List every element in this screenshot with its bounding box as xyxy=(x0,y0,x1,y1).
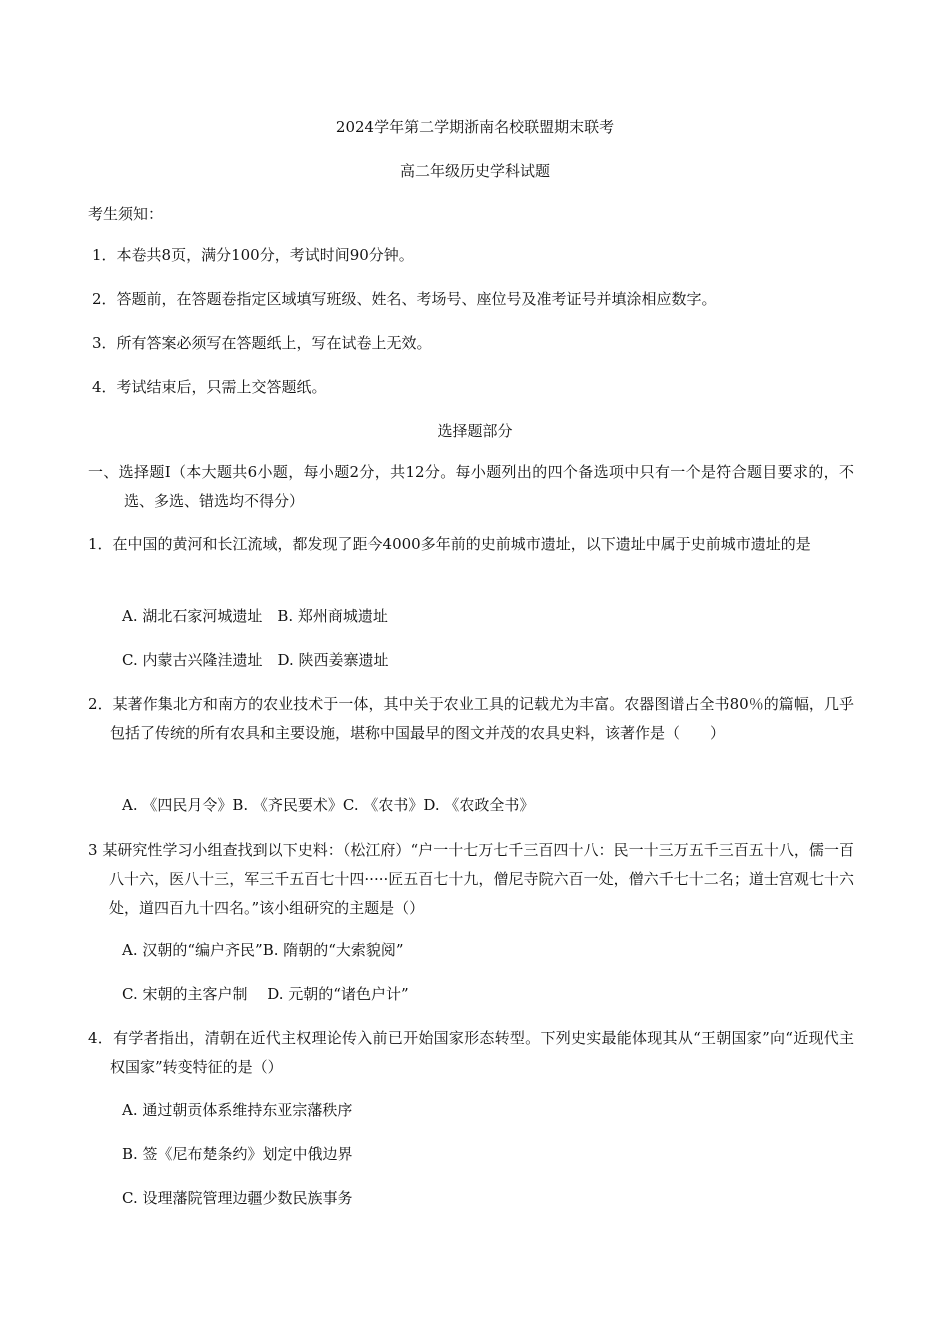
subject-title: 高二年级历史学科试题 xyxy=(399,162,550,180)
notice-item: 4．考试结束后，只需上交答题纸。 xyxy=(92,378,327,396)
question-stem: 4．有学者指出，清朝在近代主权理论传入前已开始国家形态转型。下列史实最能体现其从“王朝国家”向“近现代主权国家”转变特征的是（） xyxy=(88,1029,854,1076)
question-options: A. 湖北石家河城遗址 B. 郑州商城遗址 xyxy=(122,607,388,625)
question-options: C. 设理藩院管理边疆少数民族事务 xyxy=(122,1189,353,1207)
notice-heading: 考生须知： xyxy=(88,205,164,223)
question-options: A. 汉朝的“编户齐民”B. 隋朝的“大索貌阅” xyxy=(122,941,404,959)
question-stem: 2．某著作集北方和南方的农业技术于一体，其中关于农业工具的记载尤为丰富。农器图谱占全书80％的篇幅，几乎包括了传统的所有农具和主要设施，堪称中国最早的图文并茂的农具史料，该著作是（ ） xyxy=(88,695,854,742)
question-options: A. 通过朝贡体系维持东亚宗藩秩序 xyxy=(122,1101,353,1119)
question-options: A. 《四民月令》B. 《齐民要术》C. 《农书》D. 《农政全书》 xyxy=(122,796,535,814)
question-stem: 1．在中国的黄河和长江流域，都发现了距今4000多年前的史前城市遗址，以下遗址中属于史前城市遗址的是 xyxy=(88,535,811,553)
question-stem: 3 某研究性学习小组查找到以下史料：（松江府）“户一十七万七千三百四十八：民一十三万五千三百五十八，儒一百八十六，医八十三，军三千五百七十四·····匠五百七十九，僧尼寺院六百一处，僧六千七十二名；道士宫观七十六处，道四百九十四名。”该小组研究的主题是（） xyxy=(88,841,854,917)
exam-title: 2024学年第二学期浙南名校联盟期末联考 xyxy=(335,118,615,136)
question-options: C. 宋朝的主客户制 D. 元朝的“诸色户计” xyxy=(122,985,409,1003)
notice-item: 3．所有答案必须写在答题纸上，写在试卷上无效。 xyxy=(92,334,432,352)
notice-item: 1．本卷共8页，满分100分，考试时间90分钟。 xyxy=(92,246,414,264)
question-options: C. 内蒙古兴隆洼遗址 D. 陕西姜寨遗址 xyxy=(122,651,389,669)
section-instruction: 一、选择题Ⅰ（本大题共6小题，每小题2分，共12分。每小题列出的四个备选项中只有一个是符合题目要求的，不选、多选、错选均不得分） xyxy=(88,463,854,510)
notice-item: 2．答题前，在答题卷指定区域填写班级、姓名、考场号、座位号及准考证号并填涂相应数字。 xyxy=(92,290,717,308)
question-options: B. 签《尼布楚条约》划定中俄边界 xyxy=(122,1145,353,1163)
section-title: 选择题部分 xyxy=(437,422,513,440)
